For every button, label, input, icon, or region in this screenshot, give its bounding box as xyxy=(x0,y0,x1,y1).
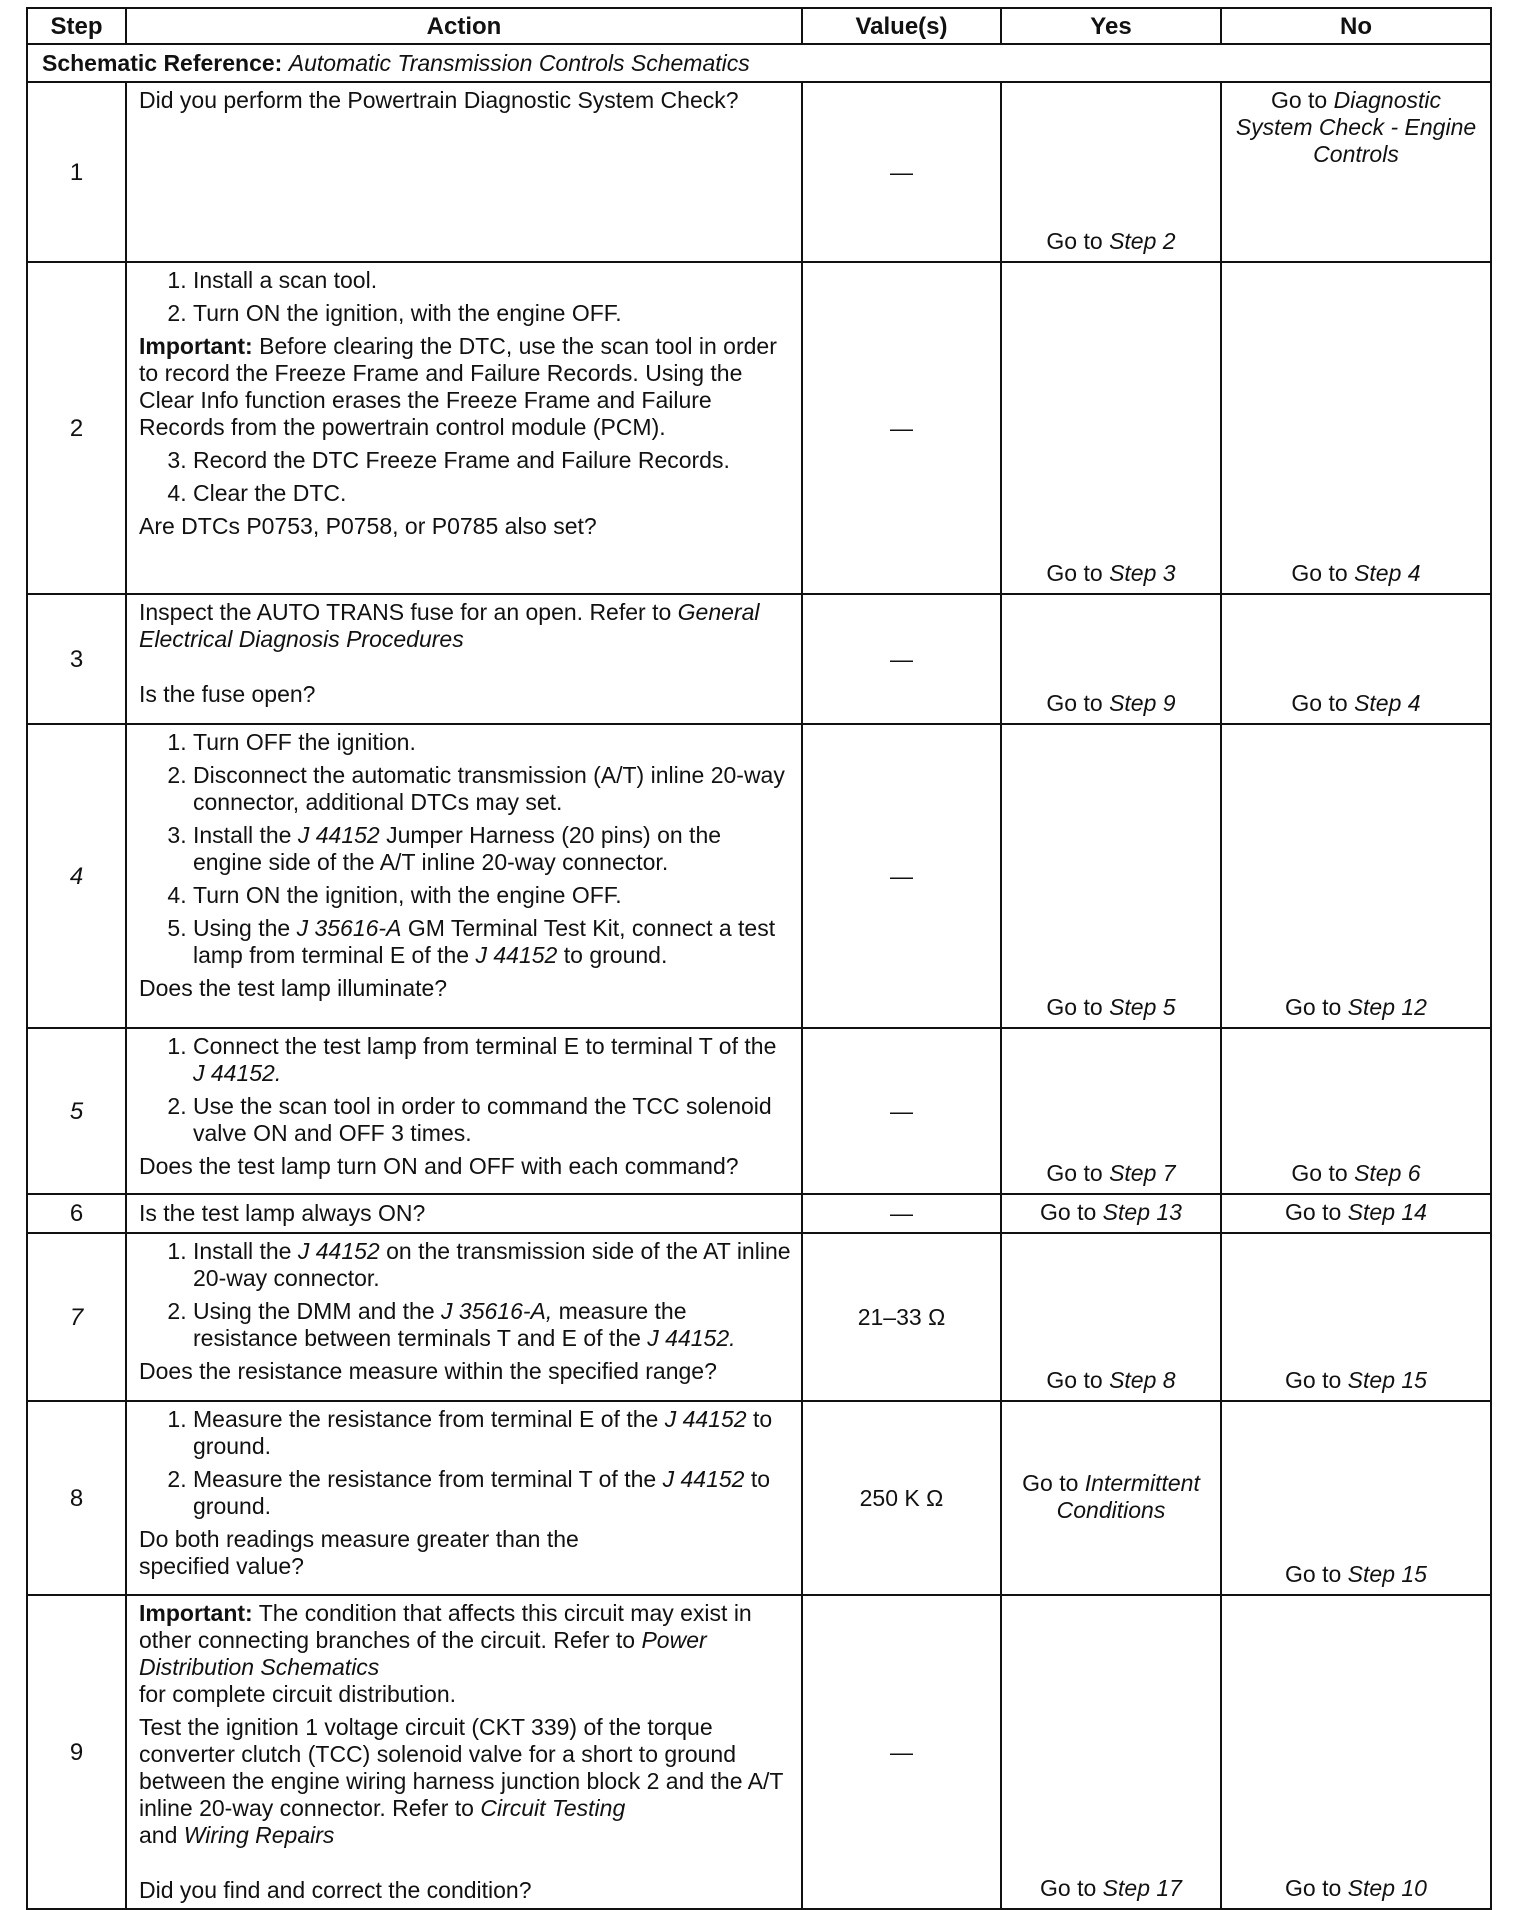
schematic-row xyxy=(27,44,1491,82)
go-to-label: Go to xyxy=(1285,1367,1342,1393)
no-step-link[interactable]: Step 15 xyxy=(1347,1367,1427,1393)
action-cell xyxy=(126,262,802,594)
step-number: 1 xyxy=(27,82,126,262)
go-to-label: Go to xyxy=(1291,1160,1348,1186)
tool-ref: J 44152. xyxy=(647,1325,736,1351)
text-part: Install the xyxy=(193,1238,292,1264)
reference-link[interactable]: Power Distribution Schematics xyxy=(139,1627,707,1680)
no-cell xyxy=(1221,724,1491,1028)
no-step-link[interactable]: Step 4 xyxy=(1354,560,1421,586)
question-text: Does the test lamp turn ON and OFF with each command? xyxy=(139,1153,739,1179)
reference-link[interactable]: Circuit Testing xyxy=(480,1795,626,1821)
text-part: Measure the resistance from terminal T of the xyxy=(193,1466,657,1492)
yes-step-link[interactable]: Step 7 xyxy=(1109,1160,1176,1186)
go-to-label: Go to xyxy=(1022,1470,1079,1496)
important-note xyxy=(139,333,793,441)
no-step-link[interactable]: Step 6 xyxy=(1354,1160,1421,1186)
go-to-label: Go to xyxy=(1285,1199,1342,1225)
action-cell xyxy=(126,724,802,1028)
list-item: 1. Turn OFF the ignition. xyxy=(193,729,793,756)
step-number: 2 xyxy=(27,262,126,594)
reference-link[interactable]: General Electrical Diagnosis Procedures xyxy=(139,599,760,652)
list-item: 4. Clear the DTC. xyxy=(193,480,793,507)
question-text: Did you find and correct the condition? xyxy=(139,1877,532,1903)
action-text-part: Inspect the AUTO TRANS fuse for an open. Refer to xyxy=(139,599,672,625)
instruction-list xyxy=(139,447,793,507)
yes-step-link[interactable]: Step 5 xyxy=(1109,994,1176,1020)
yes-step-link[interactable]: Step 8 xyxy=(1109,1367,1176,1393)
tool-ref: J 44152 xyxy=(664,1406,747,1432)
value-cell: — xyxy=(802,1194,1001,1233)
value-cell: — xyxy=(802,724,1001,1028)
list-item: 4. Turn ON the ignition, with the engine OFF. xyxy=(193,882,793,909)
list-item xyxy=(193,1238,793,1292)
go-to-label: Go to xyxy=(1270,87,1328,113)
table-row xyxy=(27,262,1491,594)
reference-link[interactable]: Wiring Repairs xyxy=(183,1822,335,1848)
no-cell xyxy=(1221,1233,1491,1401)
yes-cell xyxy=(1001,724,1221,1028)
table-row xyxy=(27,1028,1491,1194)
yes-cell xyxy=(1001,1401,1221,1595)
action-text-part: and xyxy=(139,1822,178,1848)
text-part: Using the xyxy=(193,915,291,941)
yes-cell xyxy=(1001,1194,1221,1233)
list-item xyxy=(193,1298,793,1352)
yes-step-link[interactable]: Step 2 xyxy=(1109,228,1176,254)
tool-ref: J 44152 xyxy=(662,1466,745,1492)
instruction-list xyxy=(139,729,793,969)
question-text: Does the resistance measure within the specified range? xyxy=(139,1358,717,1384)
no-cell xyxy=(1221,1595,1491,1909)
tool-ref: J 44152 xyxy=(297,822,380,848)
step-number: 6 xyxy=(27,1194,126,1233)
go-to-label: Go to xyxy=(1046,228,1103,254)
yes-cell xyxy=(1001,594,1221,724)
important-label: Important: xyxy=(139,333,253,359)
action-cell xyxy=(126,1194,802,1233)
spacer xyxy=(139,1855,793,1877)
question-text: Is the test lamp always ON? xyxy=(139,1200,426,1226)
text-part: to ground. xyxy=(193,1406,773,1459)
instruction-list xyxy=(139,1033,793,1147)
text-part: GM Terminal Test Kit, connect a test lamp from terminal E of the xyxy=(193,915,776,968)
value-cell: — xyxy=(802,1028,1001,1194)
go-to-label: Go to xyxy=(1040,1875,1097,1901)
tool-ref: J 44152. xyxy=(193,1060,282,1086)
table-row xyxy=(27,82,1491,262)
table-row xyxy=(27,1595,1491,1909)
text-part: Install the xyxy=(193,822,292,848)
no-cell xyxy=(1221,1401,1491,1595)
go-to-label: Go to xyxy=(1285,994,1342,1020)
action-cell xyxy=(126,82,802,262)
action-text xyxy=(139,1714,793,1849)
list-item xyxy=(193,822,793,876)
important-note xyxy=(139,1600,793,1708)
go-to-label: Go to xyxy=(1040,1199,1097,1225)
schematic-reference xyxy=(27,44,1491,82)
no-cell xyxy=(1221,1028,1491,1194)
table-row xyxy=(27,1233,1491,1401)
text-part: Connect the test lamp from terminal E to terminal T of the xyxy=(193,1033,777,1059)
no-step-link[interactable]: Diagnostic System Check - Engine Controls xyxy=(1235,87,1477,167)
text-part: Measure the resistance from terminal E of the xyxy=(193,1406,659,1432)
important-text: for complete circuit distribution. xyxy=(139,1681,457,1707)
yes-step-link[interactable]: Step 17 xyxy=(1102,1875,1182,1901)
header-action: Action xyxy=(126,8,802,44)
no-step-link[interactable]: Step 15 xyxy=(1347,1561,1427,1587)
tool-ref: J 44152 xyxy=(297,1238,380,1264)
step-number: 9 xyxy=(27,1595,126,1909)
no-step-link[interactable]: Step 14 xyxy=(1347,1199,1427,1225)
no-cell xyxy=(1221,594,1491,724)
go-to-label: Go to xyxy=(1046,690,1103,716)
instruction-list xyxy=(139,267,793,327)
action-cell xyxy=(126,1401,802,1595)
yes-cell xyxy=(1001,262,1221,594)
list-item xyxy=(193,915,793,969)
question-text: Does the test lamp illuminate? xyxy=(139,975,448,1001)
important-text: Before clearing the DTC, use the scan tool in order to record the Freeze Frame and Failure Records. Using the Clear Info function erases the Freeze Frame and Failure Records from the powertrain control module (PCM). xyxy=(139,333,777,440)
step-number: 7 xyxy=(27,1233,126,1401)
action-cell xyxy=(126,594,802,724)
yes-cell xyxy=(1001,1595,1221,1909)
spacer xyxy=(139,659,793,681)
table-row xyxy=(27,1194,1491,1233)
list-item xyxy=(193,1033,793,1087)
go-to-label: Go to xyxy=(1046,560,1103,586)
no-step-link[interactable]: Step 12 xyxy=(1347,994,1427,1020)
value-cell: 21–33 Ω xyxy=(802,1233,1001,1401)
yes-cell xyxy=(1001,82,1221,262)
tool-ref: J 35616-A, xyxy=(441,1298,553,1324)
list-item: 2. Turn ON the ignition, with the engine OFF. xyxy=(193,300,793,327)
yes-step-link[interactable]: Step 9 xyxy=(1109,690,1176,716)
action-cell xyxy=(126,1595,802,1909)
yes-step-link[interactable]: Step 3 xyxy=(1109,560,1176,586)
yes-step-link[interactable]: Intermittent Conditions xyxy=(1056,1470,1200,1523)
tool-ref: J 44152 xyxy=(475,942,558,968)
value-cell: — xyxy=(802,82,1001,262)
question-text: Do both readings measure greater than the specified value? xyxy=(139,1526,579,1579)
instruction-list xyxy=(139,1406,793,1520)
action-text-part: Test the ignition 1 voltage circuit (CKT 339) of the torque converter clutch (TCC) solenoid valve for a short to ground between the engine wiring harness junction block 2 and the A/T inline 20-way connector. Refer to xyxy=(139,1714,783,1821)
header-no: No xyxy=(1221,8,1491,44)
text-part: to ground. xyxy=(193,1466,771,1519)
header-yes: Yes xyxy=(1001,8,1221,44)
question-text: Are DTCs P0753, P0758, or P0785 also set? xyxy=(139,513,597,539)
go-to-label: Go to xyxy=(1046,1367,1103,1393)
value-cell: 250 K Ω xyxy=(802,1401,1001,1595)
action-cell xyxy=(126,1028,802,1194)
important-label: Important: xyxy=(139,1600,253,1626)
step-number: 3 xyxy=(27,594,126,724)
list-item: 3. Record the DTC Freeze Frame and Failure Records. xyxy=(193,447,793,474)
yes-cell xyxy=(1001,1233,1221,1401)
yes-step-link[interactable]: Step 13 xyxy=(1102,1199,1182,1225)
list-item: 1. Install a scan tool. xyxy=(193,267,793,294)
question-text: Is the fuse open? xyxy=(139,681,316,707)
text-part: to ground. xyxy=(563,942,668,968)
important-text: The condition that affects this circuit may exist in other connecting branches of the circuit. Refer to xyxy=(139,1600,752,1653)
list-item: 2. Use the scan tool in order to command the TCC solenoid valve ON and OFF 3 times. xyxy=(193,1093,793,1147)
go-to-label: Go to xyxy=(1285,1561,1342,1587)
go-to-label: Go to xyxy=(1046,1160,1103,1186)
step-number: 5 xyxy=(27,1028,126,1194)
text-part: Using the DMM and the xyxy=(193,1298,435,1324)
header-row xyxy=(27,8,1491,44)
question-text: Did you perform the Powertrain Diagnostic System Check? xyxy=(139,87,739,113)
table-row xyxy=(27,724,1491,1028)
go-to-label: Go to xyxy=(1046,994,1103,1020)
go-to-label: Go to xyxy=(1291,560,1348,586)
no-cell xyxy=(1221,1194,1491,1233)
value-cell: — xyxy=(802,594,1001,724)
schematic-link[interactable]: Automatic Transmission Controls Schematics xyxy=(288,49,750,76)
header-values: Value(s) xyxy=(802,8,1001,44)
value-cell: — xyxy=(802,1595,1001,1909)
table-row xyxy=(27,1401,1491,1595)
instruction-list xyxy=(139,1238,793,1352)
action-cell xyxy=(126,1233,802,1401)
go-to-label: Go to xyxy=(1291,690,1348,716)
list-item xyxy=(193,1466,793,1520)
diagnostic-table xyxy=(26,7,1492,1910)
yes-cell xyxy=(1001,1028,1221,1194)
no-step-link[interactable]: Step 4 xyxy=(1354,690,1421,716)
header-step: Step xyxy=(27,8,126,44)
action-text xyxy=(139,599,793,653)
step-number: 8 xyxy=(27,1401,126,1595)
text-part: on the transmission side of the AT inline 20-way connector. xyxy=(193,1238,791,1291)
table-row xyxy=(27,594,1491,724)
text-part: measure the resistance between terminals T and E of the xyxy=(193,1298,687,1351)
list-item xyxy=(193,1406,793,1460)
tool-ref: J 35616-A xyxy=(296,915,402,941)
no-cell xyxy=(1221,82,1491,262)
list-item: 2. Disconnect the automatic transmission (A/T) inline 20-way connector, additional DTCs may set. xyxy=(193,762,793,816)
no-step-link[interactable]: Step 10 xyxy=(1347,1875,1427,1901)
go-to-label: Go to xyxy=(1285,1875,1342,1901)
no-cell xyxy=(1221,262,1491,594)
text-part: Jumper Harness (20 pins) on the engine side of the A/T inline 20-way connector. xyxy=(193,822,722,875)
value-cell: — xyxy=(802,262,1001,594)
schematic-label: Schematic Reference: xyxy=(42,49,283,76)
step-number: 4 xyxy=(27,724,126,1028)
